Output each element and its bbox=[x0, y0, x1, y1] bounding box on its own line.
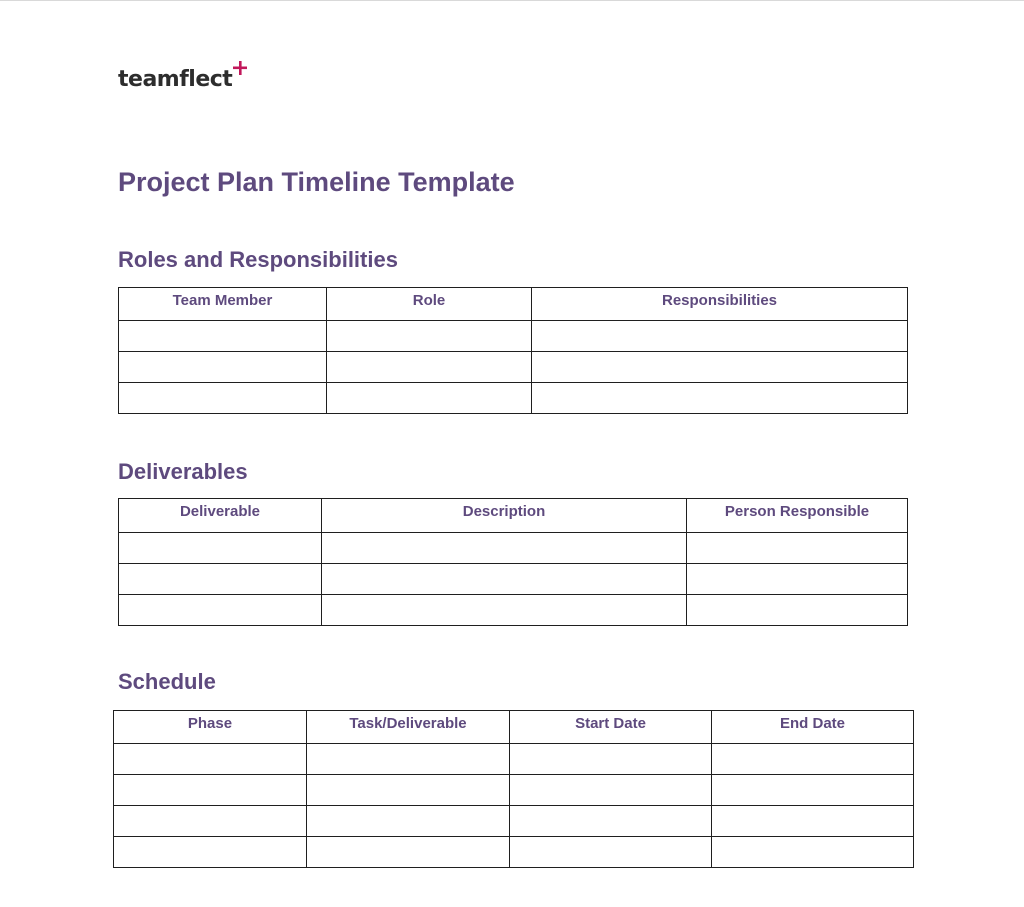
table-cell[interactable] bbox=[114, 744, 307, 775]
table-cell[interactable] bbox=[119, 564, 322, 595]
roles-col-responsibilities: Responsibilities bbox=[532, 288, 908, 321]
schedule-col-start-date: Start Date bbox=[510, 711, 712, 744]
schedule-col-phase: Phase bbox=[114, 711, 307, 744]
table-row bbox=[119, 595, 908, 626]
table-cell[interactable] bbox=[119, 352, 327, 383]
table-row bbox=[114, 806, 914, 837]
table-cell[interactable] bbox=[327, 352, 532, 383]
table-row bbox=[114, 744, 914, 775]
roles-table bbox=[118, 287, 908, 414]
table-cell[interactable] bbox=[532, 321, 908, 352]
table-cell[interactable] bbox=[510, 744, 712, 775]
table-cell[interactable] bbox=[307, 806, 510, 837]
page-title: Project Plan Timeline Template bbox=[118, 167, 515, 197]
table-cell[interactable] bbox=[114, 775, 307, 806]
table-cell[interactable] bbox=[119, 533, 322, 564]
table-cell[interactable] bbox=[119, 595, 322, 626]
table-row bbox=[119, 564, 908, 595]
roles-header-row bbox=[119, 288, 908, 321]
page-top-border bbox=[0, 0, 1024, 1]
table-cell[interactable] bbox=[532, 352, 908, 383]
deliverables-heading: Deliverables bbox=[118, 459, 248, 484]
table-row bbox=[114, 775, 914, 806]
schedule-col-task-deliverable: Task/Deliverable bbox=[307, 711, 510, 744]
roles-col-team-member: Team Member bbox=[119, 288, 327, 321]
table-row bbox=[119, 352, 908, 383]
roles-col-role: Role bbox=[327, 288, 532, 321]
schedule-heading: Schedule bbox=[118, 669, 216, 694]
table-row bbox=[119, 533, 908, 564]
table-cell[interactable] bbox=[712, 806, 914, 837]
table-cell[interactable] bbox=[327, 383, 532, 414]
table-cell[interactable] bbox=[307, 744, 510, 775]
deliverables-col-description: Description bbox=[322, 499, 687, 533]
table-cell[interactable] bbox=[327, 321, 532, 352]
table-cell[interactable] bbox=[687, 595, 908, 626]
table-cell[interactable] bbox=[114, 806, 307, 837]
deliverables-table bbox=[118, 498, 908, 626]
plus-mark-icon bbox=[233, 61, 247, 75]
table-cell[interactable] bbox=[687, 533, 908, 564]
deliverables-col-deliverable: Deliverable bbox=[119, 499, 322, 533]
table-row bbox=[119, 321, 908, 352]
table-cell[interactable] bbox=[307, 837, 510, 868]
table-cell[interactable] bbox=[114, 837, 307, 868]
table-row bbox=[119, 383, 908, 414]
deliverables-header-row bbox=[119, 499, 908, 533]
table-cell[interactable] bbox=[119, 383, 327, 414]
table-cell[interactable] bbox=[307, 775, 510, 806]
teamflect-logo bbox=[118, 62, 247, 94]
table-cell[interactable] bbox=[510, 806, 712, 837]
table-cell[interactable] bbox=[712, 837, 914, 868]
deliverables-col-person-responsible: Person Responsible bbox=[687, 499, 908, 533]
table-cell[interactable] bbox=[322, 564, 687, 595]
logo-text: teamflect bbox=[118, 67, 233, 92]
table-cell[interactable] bbox=[119, 321, 327, 352]
table-cell[interactable] bbox=[322, 533, 687, 564]
table-cell[interactable] bbox=[510, 775, 712, 806]
schedule-table bbox=[113, 710, 914, 868]
roles-heading: Roles and Responsibilities bbox=[118, 247, 398, 272]
table-cell[interactable] bbox=[322, 595, 687, 626]
schedule-header-row bbox=[114, 711, 914, 744]
table-cell[interactable] bbox=[532, 383, 908, 414]
table-cell[interactable] bbox=[712, 744, 914, 775]
table-cell[interactable] bbox=[687, 564, 908, 595]
schedule-col-end-date: End Date bbox=[712, 711, 914, 744]
table-cell[interactable] bbox=[712, 775, 914, 806]
table-row bbox=[114, 837, 914, 868]
table-cell[interactable] bbox=[510, 837, 712, 868]
